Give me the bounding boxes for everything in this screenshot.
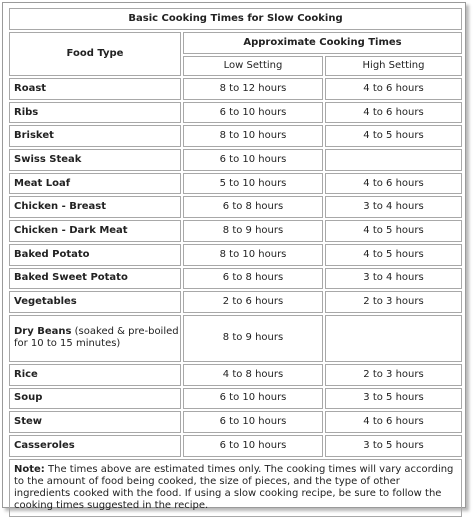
food-name: Stew	[14, 416, 43, 428]
table-row	[9, 125, 462, 147]
header-approximate-times: Approximate Cooking Times	[183, 32, 462, 54]
food-type-cell	[9, 149, 181, 171]
food-name: Baked Sweet Potato	[14, 272, 128, 284]
food-type-cell	[9, 125, 181, 147]
table-row	[9, 149, 462, 171]
table-row	[9, 411, 462, 433]
table-row	[9, 315, 462, 362]
table-title: Basic Cooking Times for Slow Cooking	[9, 8, 462, 30]
low-setting-cell: 8 to 9 hours	[183, 220, 323, 242]
food-name: Brisket	[14, 130, 54, 142]
food-type-cell	[9, 388, 181, 410]
food-name: Vegetables	[14, 296, 77, 308]
food-name: Chicken - Dark Meat	[14, 224, 128, 236]
low-setting-cell: 5 to 10 hours	[183, 173, 323, 195]
high-setting-cell: 4 to 5 hours	[325, 125, 462, 147]
high-setting-cell: 3 to 4 hours	[325, 268, 462, 290]
low-setting-cell: 6 to 8 hours	[183, 196, 323, 218]
note-cell	[9, 459, 462, 517]
food-type-cell	[9, 315, 181, 362]
table-row	[9, 173, 462, 195]
low-setting-cell: 4 to 8 hours	[183, 364, 323, 386]
table-row	[9, 364, 462, 386]
high-setting-cell: 4 to 6 hours	[325, 78, 462, 100]
low-setting-cell: 8 to 9 hours	[183, 315, 323, 362]
table-row	[9, 268, 462, 290]
food-name: Roast	[14, 82, 47, 94]
cooking-times-table	[7, 6, 464, 519]
food-name: Casseroles	[14, 439, 75, 451]
food-name: Soup	[14, 392, 43, 404]
food-type-cell	[9, 268, 181, 290]
table-body	[9, 78, 462, 457]
low-setting-cell: 6 to 10 hours	[183, 149, 323, 171]
food-name: Chicken - Breast	[14, 201, 107, 213]
low-setting-cell: 8 to 12 hours	[183, 78, 323, 100]
high-setting-cell: 2 to 3 hours	[325, 364, 462, 386]
low-setting-cell: 6 to 10 hours	[183, 435, 323, 457]
table-row	[9, 78, 462, 100]
low-setting-cell: 6 to 10 hours	[183, 411, 323, 433]
food-name: Ribs	[14, 106, 39, 118]
header-high-setting: High Setting	[325, 56, 462, 76]
note-text: The times above are estimated times only. The cooking times will vary according to the amount of food being cooked, the size of pieces, and the type of other ingredients cooked with the food. If using a slow cooking recipe, be sure to follow the cooking times suggested in the recipe.	[14, 463, 454, 511]
table-row	[9, 435, 462, 457]
food-name: Baked Potato	[14, 248, 90, 260]
food-type-cell	[9, 411, 181, 433]
high-setting-cell: 3 to 5 hours	[325, 435, 462, 457]
table-row	[9, 291, 462, 313]
food-type-cell	[9, 102, 181, 124]
low-setting-cell: 8 to 10 hours	[183, 125, 323, 147]
food-type-cell	[9, 291, 181, 313]
header-food-type: Food Type	[9, 32, 181, 76]
food-name: Meat Loaf	[14, 177, 71, 189]
food-type-cell	[9, 220, 181, 242]
header-low-setting: Low Setting	[183, 56, 323, 76]
table-row	[9, 244, 462, 266]
food-name: Dry Beans	[14, 326, 72, 338]
low-setting-cell: 6 to 10 hours	[183, 388, 323, 410]
low-setting-cell: 8 to 10 hours	[183, 244, 323, 266]
low-setting-cell: 2 to 6 hours	[183, 291, 323, 313]
table-row	[9, 196, 462, 218]
food-type-cell	[9, 244, 181, 266]
food-name: Rice	[14, 368, 38, 380]
cooking-times-panel	[2, 2, 466, 511]
low-setting-cell: 6 to 8 hours	[183, 268, 323, 290]
table-row	[9, 220, 462, 242]
high-setting-cell: 2 to 3 hours	[325, 291, 462, 313]
high-setting-cell: 4 to 5 hours	[325, 244, 462, 266]
high-setting-cell: 3 to 4 hours	[325, 196, 462, 218]
high-setting-cell: 4 to 6 hours	[325, 102, 462, 124]
high-setting-cell: 4 to 5 hours	[325, 220, 462, 242]
food-type-cell	[9, 364, 181, 386]
high-setting-cell: 4 to 6 hours	[325, 411, 462, 433]
table-row	[9, 102, 462, 124]
food-type-cell	[9, 78, 181, 100]
note-label: Note:	[14, 463, 45, 475]
food-type-cell	[9, 173, 181, 195]
food-type-cell	[9, 196, 181, 218]
high-setting-cell	[325, 315, 462, 362]
high-setting-cell: 4 to 6 hours	[325, 173, 462, 195]
low-setting-cell: 6 to 10 hours	[183, 102, 323, 124]
high-setting-cell	[325, 149, 462, 171]
food-name: Swiss Steak	[14, 153, 82, 165]
food-type-cell	[9, 435, 181, 457]
food-note: (soaked & pre-boiled for 10 to 15 minutes)	[14, 326, 179, 350]
table-row	[9, 388, 462, 410]
high-setting-cell: 3 to 5 hours	[325, 388, 462, 410]
